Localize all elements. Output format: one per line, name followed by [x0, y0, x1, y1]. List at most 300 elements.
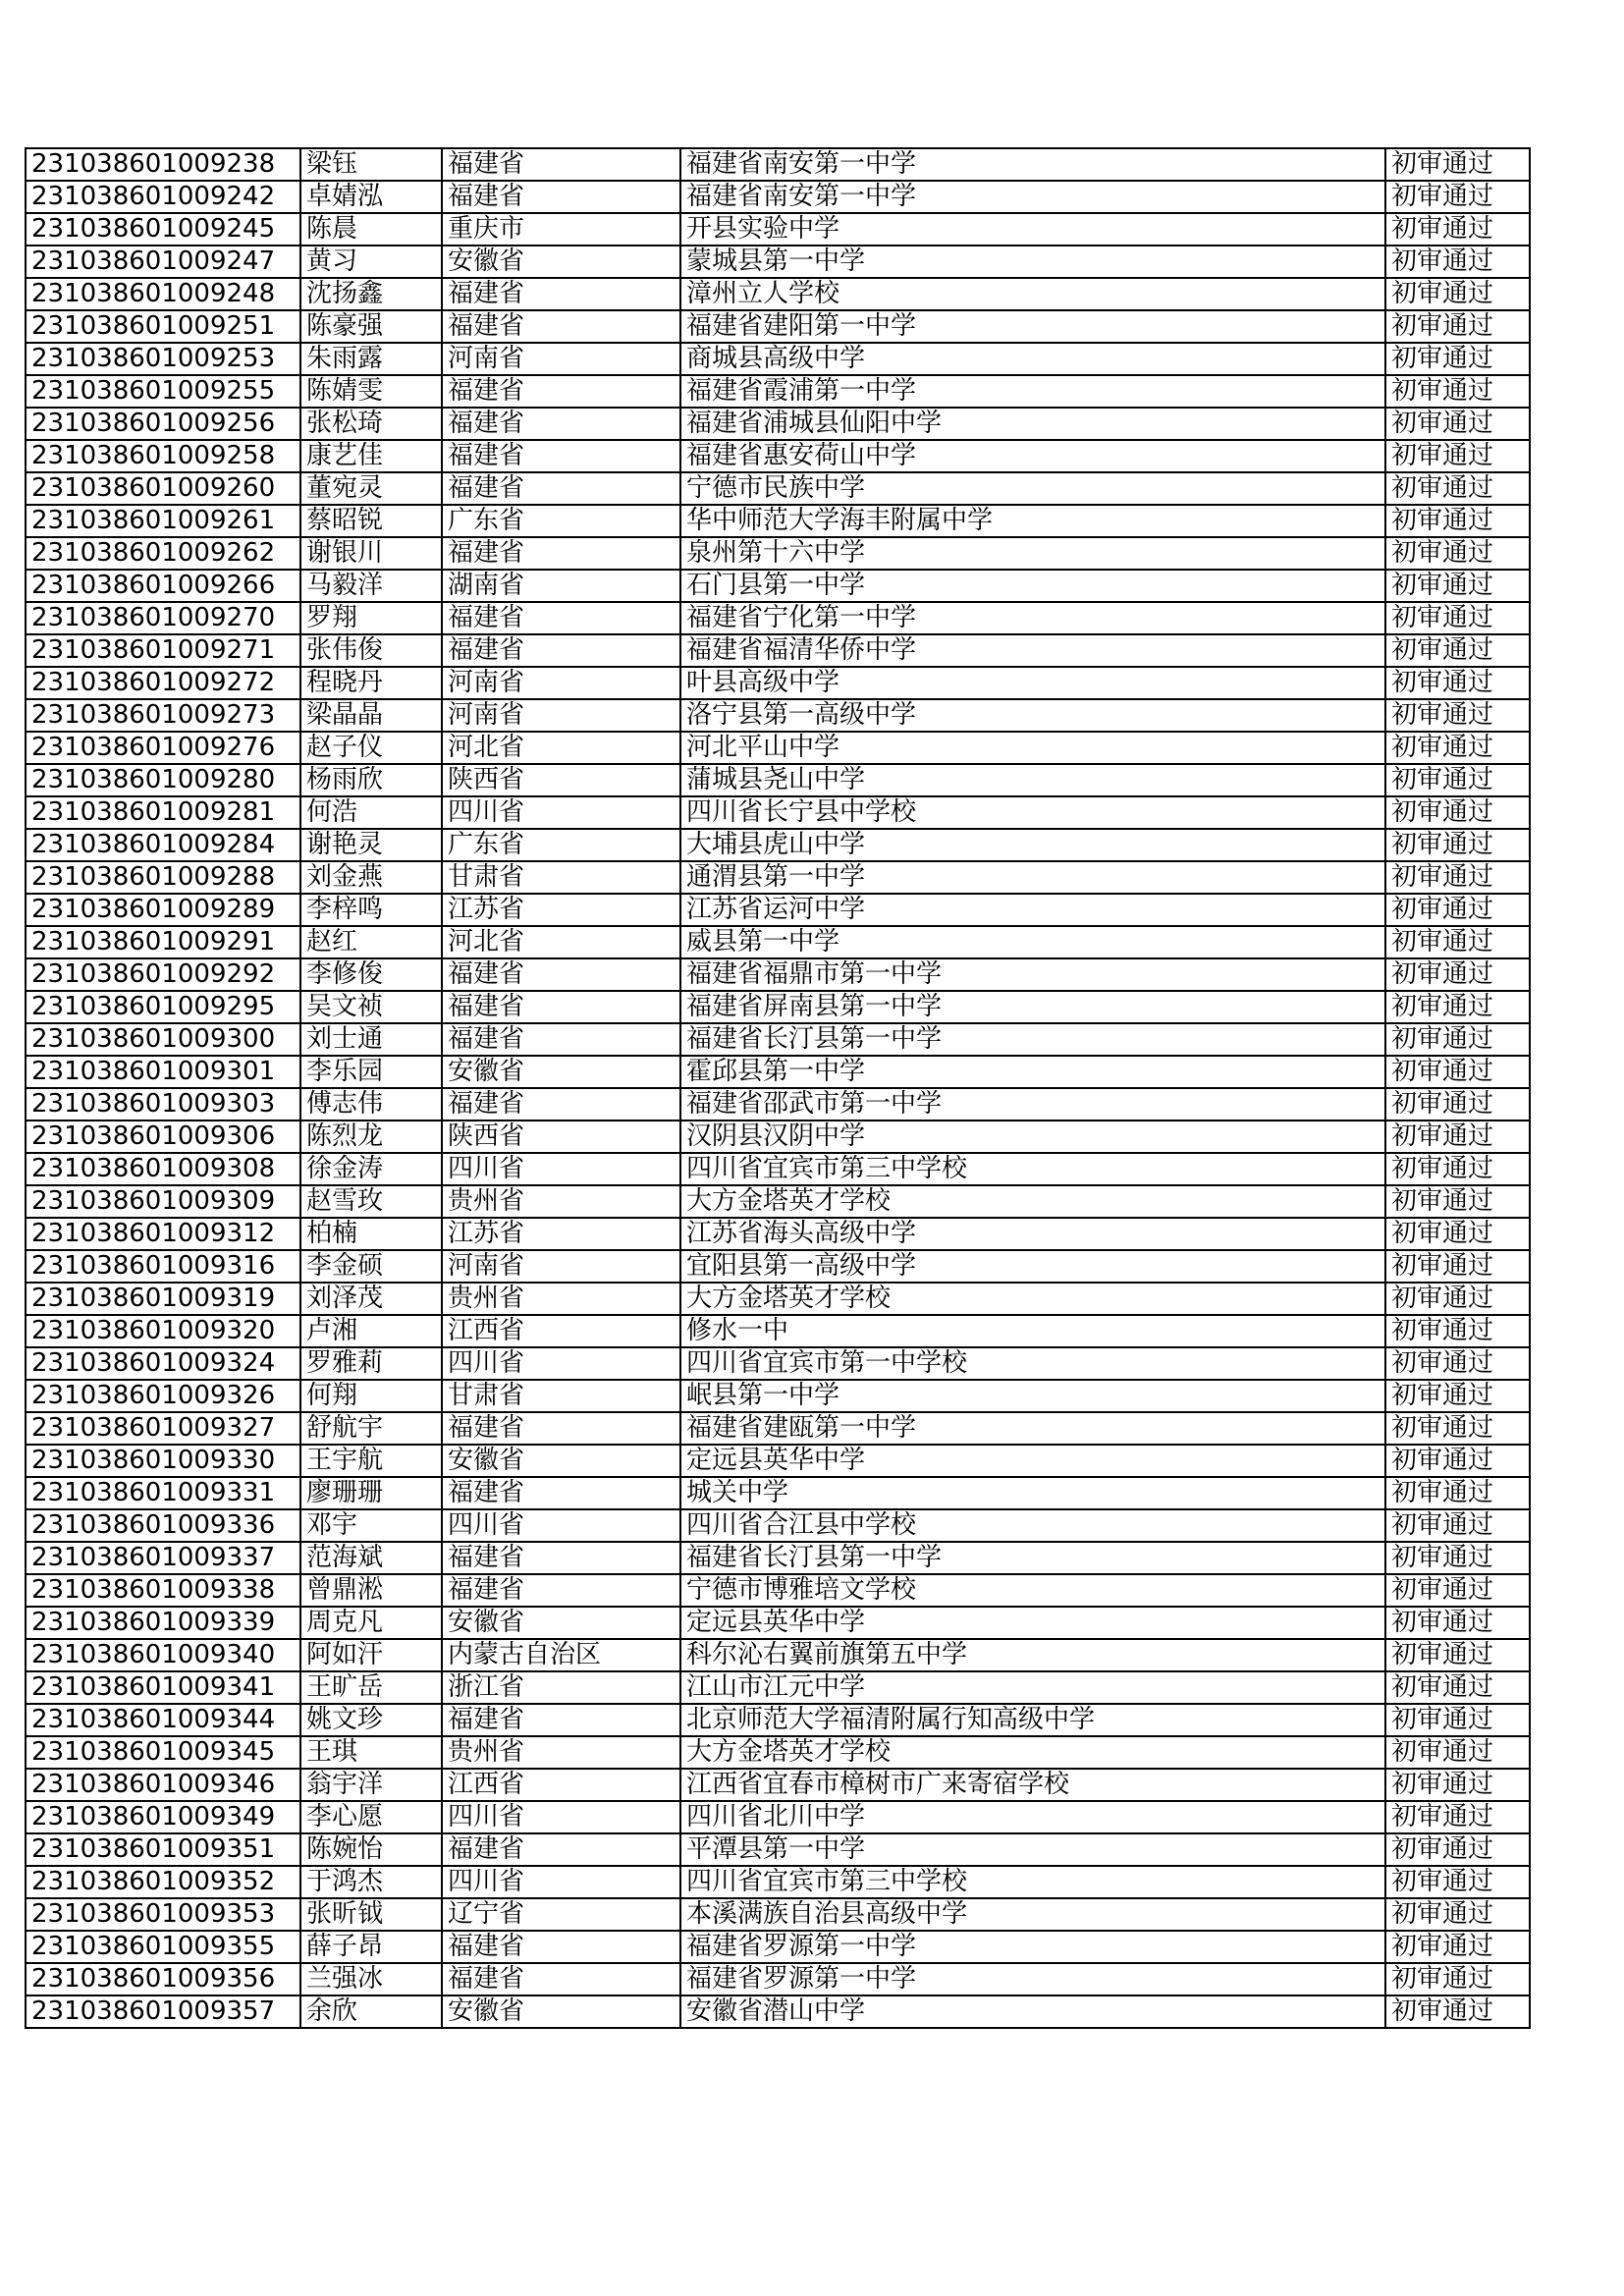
province-cell: 辽宁省: [442, 1898, 680, 1931]
province-cell: 福建省: [442, 1931, 680, 1963]
school-cell: 洛宁县第一高级中学: [680, 699, 1385, 732]
school-cell: 江苏省海头高级中学: [680, 1218, 1385, 1250]
name-cell: 张松琦: [300, 408, 442, 440]
exam-id-cell: 231038601009242: [26, 181, 300, 213]
exam-id-cell: 231038601009355: [26, 1931, 300, 1963]
name-cell: 柏楠: [300, 1218, 442, 1250]
table-row: [26, 1542, 1530, 1574]
name-cell: 刘金燕: [300, 861, 442, 894]
province-cell: 福建省: [442, 1088, 680, 1121]
province-cell: 河北省: [442, 926, 680, 958]
table-row: [26, 991, 1530, 1023]
school-cell: 福建省福清华侨中学: [680, 634, 1385, 667]
name-cell: 卓婧泓: [300, 181, 442, 213]
school-cell: 安徽省潜山中学: [680, 1995, 1385, 2028]
school-cell: 四川省宜宾市第三中学校: [680, 1153, 1385, 1185]
table-row: [26, 829, 1530, 861]
table-row: [26, 1121, 1530, 1153]
name-cell: 王宇航: [300, 1445, 442, 1477]
name-cell: 余欣: [300, 1995, 442, 2028]
name-cell: 周克凡: [300, 1607, 442, 1639]
school-cell: 福建省建阳第一中学: [680, 310, 1385, 343]
province-cell: 福建省: [442, 181, 680, 213]
table-row: [26, 699, 1530, 732]
status-cell: 初审通过: [1385, 310, 1530, 343]
status-cell: 初审通过: [1385, 634, 1530, 667]
status-cell: 初审通过: [1385, 1185, 1530, 1218]
name-cell: 陈烈龙: [300, 1121, 442, 1153]
status-cell: 初审通过: [1385, 1509, 1530, 1542]
name-cell: 李乐园: [300, 1056, 442, 1088]
status-cell: 初审通过: [1385, 764, 1530, 796]
exam-id-cell: 231038601009258: [26, 440, 300, 472]
status-cell: 初审通过: [1385, 1445, 1530, 1477]
table-row: [26, 1671, 1530, 1704]
province-cell: 福建省: [442, 440, 680, 472]
status-cell: 初审通过: [1385, 1801, 1530, 1833]
table-row: [26, 1380, 1530, 1412]
school-cell: 福建省长汀县第一中学: [680, 1542, 1385, 1574]
exam-id-cell: 231038601009336: [26, 1509, 300, 1542]
name-cell: 徐金涛: [300, 1153, 442, 1185]
table-row: [26, 1283, 1530, 1315]
school-cell: 蒙城县第一中学: [680, 246, 1385, 278]
exam-id-cell: 231038601009289: [26, 894, 300, 926]
table-row: [26, 1736, 1530, 1769]
exam-id-cell: 231038601009346: [26, 1769, 300, 1801]
table-row: [26, 472, 1530, 505]
table-row: [26, 1639, 1530, 1671]
table-row: [26, 1931, 1530, 1963]
province-cell: 江西省: [442, 1315, 680, 1347]
school-cell: 宁德市民族中学: [680, 472, 1385, 505]
exam-id-cell: 231038601009300: [26, 1023, 300, 1056]
exam-id-cell: 231038601009340: [26, 1639, 300, 1671]
province-cell: 江西省: [442, 1769, 680, 1801]
name-cell: 张伟俊: [300, 634, 442, 667]
school-cell: 四川省北川中学: [680, 1801, 1385, 1833]
school-cell: 开县实验中学: [680, 213, 1385, 246]
school-cell: 定远县英华中学: [680, 1445, 1385, 1477]
status-cell: 初审通过: [1385, 440, 1530, 472]
status-cell: 初审通过: [1385, 1866, 1530, 1898]
exam-id-cell: 231038601009351: [26, 1833, 300, 1866]
table-row: [26, 1607, 1530, 1639]
school-cell: 江苏省运河中学: [680, 894, 1385, 926]
name-cell: 阿如汗: [300, 1639, 442, 1671]
province-cell: 内蒙古自治区: [442, 1639, 680, 1671]
exam-id-cell: 231038601009320: [26, 1315, 300, 1347]
table-row: [26, 1347, 1530, 1380]
candidate-table-body: [26, 148, 1530, 2028]
school-cell: 四川省长宁县中学校: [680, 796, 1385, 829]
exam-id-cell: 231038601009280: [26, 764, 300, 796]
name-cell: 范海斌: [300, 1542, 442, 1574]
exam-id-cell: 231038601009260: [26, 472, 300, 505]
province-cell: 河南省: [442, 699, 680, 732]
name-cell: 陈晨: [300, 213, 442, 246]
province-cell: 福建省: [442, 278, 680, 310]
school-cell: 城关中学: [680, 1477, 1385, 1509]
exam-id-cell: 231038601009273: [26, 699, 300, 732]
status-cell: 初审通过: [1385, 1088, 1530, 1121]
province-cell: 福建省: [442, 1477, 680, 1509]
name-cell: 李金硕: [300, 1250, 442, 1283]
school-cell: 定远县英华中学: [680, 1607, 1385, 1639]
exam-id-cell: 231038601009339: [26, 1607, 300, 1639]
exam-id-cell: 231038601009295: [26, 991, 300, 1023]
province-cell: 江苏省: [442, 1218, 680, 1250]
status-cell: 初审通过: [1385, 148, 1530, 181]
name-cell: 马毅洋: [300, 570, 442, 602]
status-cell: 初审通过: [1385, 1963, 1530, 1995]
province-cell: 福建省: [442, 958, 680, 991]
table-row: [26, 537, 1530, 570]
exam-id-cell: 231038601009337: [26, 1542, 300, 1574]
exam-id-cell: 231038601009245: [26, 213, 300, 246]
school-cell: 河北平山中学: [680, 732, 1385, 764]
exam-id-cell: 231038601009301: [26, 1056, 300, 1088]
table-row: [26, 1801, 1530, 1833]
status-cell: 初审通过: [1385, 181, 1530, 213]
status-cell: 初审通过: [1385, 894, 1530, 926]
name-cell: 王琪: [300, 1736, 442, 1769]
table-row: [26, 1833, 1530, 1866]
province-cell: 甘肃省: [442, 861, 680, 894]
province-cell: 贵州省: [442, 1283, 680, 1315]
name-cell: 赵子仪: [300, 732, 442, 764]
table-row: [26, 440, 1530, 472]
school-cell: 汉阴县汉阴中学: [680, 1121, 1385, 1153]
exam-id-cell: 231038601009341: [26, 1671, 300, 1704]
school-cell: 泉州第十六中学: [680, 537, 1385, 570]
status-cell: 初审通过: [1385, 1250, 1530, 1283]
name-cell: 傅志伟: [300, 1088, 442, 1121]
school-cell: 平潭县第一中学: [680, 1833, 1385, 1866]
exam-id-cell: 231038601009261: [26, 505, 300, 537]
table-row: [26, 505, 1530, 537]
status-cell: 初审通过: [1385, 570, 1530, 602]
status-cell: 初审通过: [1385, 861, 1530, 894]
name-cell: 董宛灵: [300, 472, 442, 505]
name-cell: 黄习: [300, 246, 442, 278]
status-cell: 初审通过: [1385, 1023, 1530, 1056]
status-cell: 初审通过: [1385, 1315, 1530, 1347]
province-cell: 陕西省: [442, 764, 680, 796]
school-cell: 福建省福鼎市第一中学: [680, 958, 1385, 991]
school-cell: 福建省惠安荷山中学: [680, 440, 1385, 472]
province-cell: 河北省: [442, 732, 680, 764]
name-cell: 陈婉怡: [300, 1833, 442, 1866]
status-cell: 初审通过: [1385, 472, 1530, 505]
status-cell: 初审通过: [1385, 1898, 1530, 1931]
name-cell: 张昕钺: [300, 1898, 442, 1931]
exam-id-cell: 231038601009338: [26, 1574, 300, 1607]
table-row: [26, 1574, 1530, 1607]
status-cell: 初审通过: [1385, 1153, 1530, 1185]
name-cell: 梁晶晶: [300, 699, 442, 732]
exam-id-cell: 231038601009344: [26, 1704, 300, 1736]
table-row: [26, 732, 1530, 764]
table-row: [26, 1509, 1530, 1542]
table-row: [26, 181, 1530, 213]
table-row: [26, 1477, 1530, 1509]
province-cell: 安徽省: [442, 1056, 680, 1088]
exam-id-cell: 231038601009324: [26, 1347, 300, 1380]
province-cell: 福建省: [442, 602, 680, 634]
exam-id-cell: 231038601009291: [26, 926, 300, 958]
name-cell: 朱雨露: [300, 343, 442, 375]
table-row: [26, 602, 1530, 634]
table-row: [26, 1023, 1530, 1056]
table-row: [26, 1769, 1530, 1801]
name-cell: 赵雪玫: [300, 1185, 442, 1218]
province-cell: 贵州省: [442, 1736, 680, 1769]
school-cell: 四川省合江县中学校: [680, 1509, 1385, 1542]
province-cell: 福建省: [442, 1023, 680, 1056]
name-cell: 于鸿杰: [300, 1866, 442, 1898]
school-cell: 四川省宜宾市第三中学校: [680, 1866, 1385, 1898]
name-cell: 陈婧雯: [300, 375, 442, 408]
table-row: [26, 310, 1530, 343]
status-cell: 初审通过: [1385, 213, 1530, 246]
name-cell: 何翔: [300, 1380, 442, 1412]
status-cell: 初审通过: [1385, 602, 1530, 634]
status-cell: 初审通过: [1385, 246, 1530, 278]
table-row: [26, 667, 1530, 699]
table-row: [26, 1250, 1530, 1283]
status-cell: 初审通过: [1385, 926, 1530, 958]
exam-id-cell: 231038601009248: [26, 278, 300, 310]
table-row: [26, 1963, 1530, 1995]
name-cell: 邓宇: [300, 1509, 442, 1542]
province-cell: 福建省: [442, 1542, 680, 1574]
status-cell: 初审通过: [1385, 1833, 1530, 1866]
name-cell: 姚文珍: [300, 1704, 442, 1736]
status-cell: 初审通过: [1385, 1542, 1530, 1574]
table-row: [26, 570, 1530, 602]
province-cell: 四川省: [442, 1866, 680, 1898]
candidate-table: [25, 147, 1531, 2029]
table-row: [26, 213, 1530, 246]
school-cell: 威县第一中学: [680, 926, 1385, 958]
school-cell: 江山市江元中学: [680, 1671, 1385, 1704]
province-cell: 四川省: [442, 1509, 680, 1542]
name-cell: 李修俊: [300, 958, 442, 991]
province-cell: 四川省: [442, 1801, 680, 1833]
school-cell: 福建省宁化第一中学: [680, 602, 1385, 634]
status-cell: 初审通过: [1385, 537, 1530, 570]
exam-id-cell: 231038601009356: [26, 1963, 300, 1995]
province-cell: 福建省: [442, 148, 680, 181]
status-cell: 初审通过: [1385, 1639, 1530, 1671]
province-cell: 河南省: [442, 667, 680, 699]
status-cell: 初审通过: [1385, 1995, 1530, 2028]
table-row: [26, 1898, 1530, 1931]
school-cell: 科尔沁右翼前旗第五中学: [680, 1639, 1385, 1671]
school-cell: 石门县第一中学: [680, 570, 1385, 602]
exam-id-cell: 231038601009270: [26, 602, 300, 634]
province-cell: 陕西省: [442, 1121, 680, 1153]
exam-id-cell: 231038601009272: [26, 667, 300, 699]
table-row: [26, 343, 1530, 375]
exam-id-cell: 231038601009306: [26, 1121, 300, 1153]
province-cell: 福建省: [442, 1412, 680, 1445]
name-cell: 谢银川: [300, 537, 442, 570]
status-cell: 初审通过: [1385, 1218, 1530, 1250]
status-cell: 初审通过: [1385, 829, 1530, 861]
province-cell: 福建省: [442, 1574, 680, 1607]
province-cell: 甘肃省: [442, 1380, 680, 1412]
school-cell: 福建省霞浦第一中学: [680, 375, 1385, 408]
table-row: [26, 1704, 1530, 1736]
exam-id-cell: 231038601009266: [26, 570, 300, 602]
name-cell: 廖珊珊: [300, 1477, 442, 1509]
status-cell: 初审通过: [1385, 505, 1530, 537]
province-cell: 安徽省: [442, 246, 680, 278]
table-row: [26, 278, 1530, 310]
table-row: [26, 1995, 1530, 2028]
table-row: [26, 634, 1530, 667]
province-cell: 福建省: [442, 537, 680, 570]
table-row: [26, 894, 1530, 926]
province-cell: 福建省: [442, 1963, 680, 1995]
province-cell: 四川省: [442, 796, 680, 829]
province-cell: 河南省: [442, 1250, 680, 1283]
province-cell: 福建省: [442, 408, 680, 440]
school-cell: 宜阳县第一高级中学: [680, 1250, 1385, 1283]
status-cell: 初审通过: [1385, 375, 1530, 408]
exam-id-cell: 231038601009316: [26, 1250, 300, 1283]
school-cell: 四川省宜宾市第一中学校: [680, 1347, 1385, 1380]
status-cell: 初审通过: [1385, 408, 1530, 440]
status-cell: 初审通过: [1385, 1283, 1530, 1315]
school-cell: 福建省邵武市第一中学: [680, 1088, 1385, 1121]
province-cell: 福建省: [442, 310, 680, 343]
name-cell: 王旷岳: [300, 1671, 442, 1704]
school-cell: 北京师范大学福清附属行知高级中学: [680, 1704, 1385, 1736]
province-cell: 福建省: [442, 1704, 680, 1736]
province-cell: 河南省: [442, 343, 680, 375]
status-cell: 初审通过: [1385, 1736, 1530, 1769]
name-cell: 李心愿: [300, 1801, 442, 1833]
status-cell: 初审通过: [1385, 1380, 1530, 1412]
table-row: [26, 1866, 1530, 1898]
school-cell: 大方金塔英才学校: [680, 1283, 1385, 1315]
table-row: [26, 1315, 1530, 1347]
table-row: [26, 148, 1530, 181]
exam-id-cell: 231038601009345: [26, 1736, 300, 1769]
status-cell: 初审通过: [1385, 991, 1530, 1023]
table-row: [26, 1218, 1530, 1250]
name-cell: 康艺佳: [300, 440, 442, 472]
table-row: [26, 861, 1530, 894]
status-cell: 初审通过: [1385, 1931, 1530, 1963]
school-cell: 通渭县第一中学: [680, 861, 1385, 894]
school-cell: 福建省建瓯第一中学: [680, 1412, 1385, 1445]
exam-id-cell: 231038601009256: [26, 408, 300, 440]
exam-id-cell: 231038601009352: [26, 1866, 300, 1898]
exam-id-cell: 231038601009331: [26, 1477, 300, 1509]
province-cell: 福建省: [442, 991, 680, 1023]
status-cell: 初审通过: [1385, 1412, 1530, 1445]
status-cell: 初审通过: [1385, 1056, 1530, 1088]
status-cell: 初审通过: [1385, 278, 1530, 310]
table-row: [26, 1412, 1530, 1445]
table-row: [26, 1185, 1530, 1218]
table-row: [26, 764, 1530, 796]
status-cell: 初审通过: [1385, 958, 1530, 991]
school-cell: 漳州立人学校: [680, 278, 1385, 310]
school-cell: 华中师范大学海丰附属中学: [680, 505, 1385, 537]
exam-id-cell: 231038601009308: [26, 1153, 300, 1185]
name-cell: 杨雨欣: [300, 764, 442, 796]
name-cell: 薛子昂: [300, 1931, 442, 1963]
status-cell: 初审通过: [1385, 1477, 1530, 1509]
province-cell: 广东省: [442, 505, 680, 537]
exam-id-cell: 231038601009255: [26, 375, 300, 408]
school-cell: 福建省罗源第一中学: [680, 1963, 1385, 1995]
school-cell: 蒲城县尧山中学: [680, 764, 1385, 796]
school-cell: 江西省宜春市樟树市广来寄宿学校: [680, 1769, 1385, 1801]
exam-id-cell: 231038601009253: [26, 343, 300, 375]
exam-id-cell: 231038601009312: [26, 1218, 300, 1250]
name-cell: 卢湘: [300, 1315, 442, 1347]
status-cell: 初审通过: [1385, 796, 1530, 829]
school-cell: 岷县第一中学: [680, 1380, 1385, 1412]
status-cell: 初审通过: [1385, 667, 1530, 699]
province-cell: 四川省: [442, 1153, 680, 1185]
province-cell: 安徽省: [442, 1445, 680, 1477]
school-cell: 修水一中: [680, 1315, 1385, 1347]
exam-id-cell: 231038601009281: [26, 796, 300, 829]
exam-id-cell: 231038601009326: [26, 1380, 300, 1412]
school-cell: 大方金塔英才学校: [680, 1736, 1385, 1769]
exam-id-cell: 231038601009271: [26, 634, 300, 667]
name-cell: 蔡昭锐: [300, 505, 442, 537]
exam-id-cell: 231038601009349: [26, 1801, 300, 1833]
exam-id-cell: 231038601009303: [26, 1088, 300, 1121]
province-cell: 安徽省: [442, 1607, 680, 1639]
table-row: [26, 958, 1530, 991]
name-cell: 梁钰: [300, 148, 442, 181]
exam-id-cell: 231038601009247: [26, 246, 300, 278]
province-cell: 重庆市: [442, 213, 680, 246]
table-row: [26, 796, 1530, 829]
name-cell: 沈扬鑫: [300, 278, 442, 310]
exam-id-cell: 231038601009353: [26, 1898, 300, 1931]
exam-id-cell: 231038601009238: [26, 148, 300, 181]
name-cell: 谢艳灵: [300, 829, 442, 861]
province-cell: 安徽省: [442, 1995, 680, 2028]
province-cell: 浙江省: [442, 1671, 680, 1704]
status-cell: 初审通过: [1385, 1574, 1530, 1607]
school-cell: 商城县高级中学: [680, 343, 1385, 375]
school-cell: 福建省长汀县第一中学: [680, 1023, 1385, 1056]
exam-id-cell: 231038601009357: [26, 1995, 300, 2028]
exam-id-cell: 231038601009292: [26, 958, 300, 991]
table-row: [26, 1445, 1530, 1477]
school-cell: 本溪满族自治县高级中学: [680, 1898, 1385, 1931]
table-row: [26, 1056, 1530, 1088]
table-row: [26, 246, 1530, 278]
school-cell: 福建省屏南县第一中学: [680, 991, 1385, 1023]
exam-id-cell: 231038601009276: [26, 732, 300, 764]
school-cell: 福建省罗源第一中学: [680, 1931, 1385, 1963]
exam-id-cell: 231038601009251: [26, 310, 300, 343]
table-row: [26, 926, 1530, 958]
province-cell: 广东省: [442, 829, 680, 861]
